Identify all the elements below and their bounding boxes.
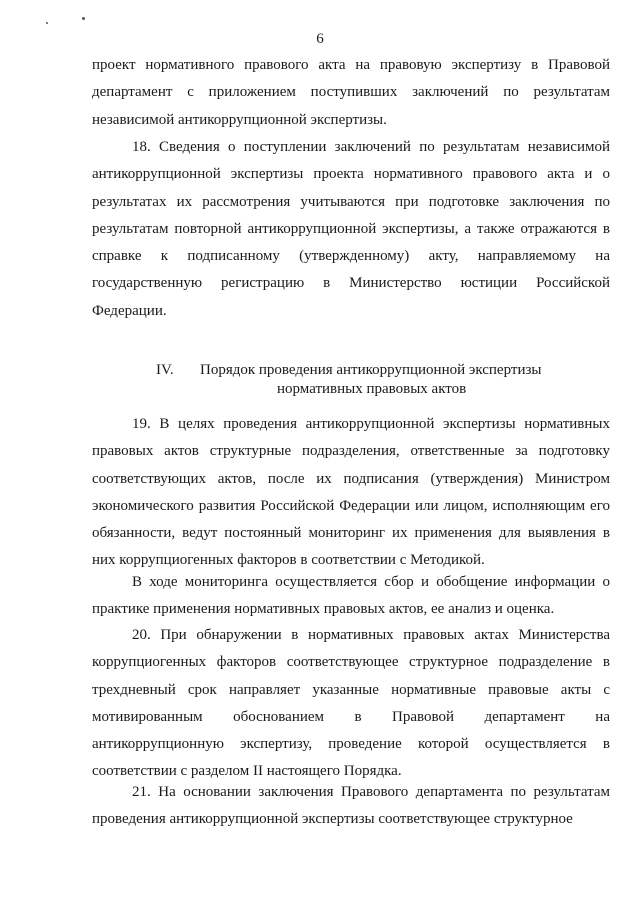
- scan-speck: [46, 22, 48, 24]
- paragraph-19-monitoring: В ходе мониторинга осуществляется сбор и обобщение информации о практике применения нормативных правовых актов, ее анализ и оценка.: [92, 574, 610, 618]
- section-title-line-2: нормативных правовых актов: [277, 381, 467, 397]
- paragraph-18: 18. Сведения о поступлении заключений по результатам независимой антикоррупционной экспертизы проекта нормативного правового акта и о результатах их рассмотрения учитываются при подготовке заключения по результатам повторной антикоррупционной экспертизы, а также отражаются в справке к подписанному (утвержденному) акту, направляемому на государственную регистрацию в Министерство юстиции Российской Федерации.: [92, 139, 610, 319]
- paragraph-21: 21. На основании заключения Правового департамента по результатам проведения антикоррупционной экспертизы соответствующее структурное: [92, 784, 610, 828]
- section-title-line-1: Порядок проведения антикоррупционной экспертизы: [200, 362, 542, 378]
- page-number: 6: [316, 31, 324, 47]
- section-number: IV.: [156, 362, 174, 378]
- paragraph-19: 19. В целях проведения антикоррупционной экспертизы нормативных правовых актов структурные подразделения, ответственные за подготовку соответствующих актов, после их подписания (утверждения) Министром экономического развития Российской Федерации или лицом, исполняющим его обязанности, ведут постоянный мониторинг их применения для выявления в них коррупциогенных факторов в соответствии с Методикой.: [92, 416, 610, 569]
- section-heading: [92, 361, 610, 399]
- paragraph-17-continuation: проект нормативного правового акта на правовую экспертизу в Правовой департамент с приложением поступивших заключений по результатам независимой антикоррупционной экспертизы.: [92, 57, 610, 128]
- paragraph-20: 20. При обнаружении в нормативных правовых актах Министерства коррупциогенных факторов соответствующее структурное подразделение в трехдневный срок направляет указанные нормативные правовые акты с мотивированным обоснованием в Правовой департамент на антикоррупционную экспертизу, проведение которой осуществляется в соответствии с разделом II настоящего Порядка.: [92, 627, 610, 780]
- scan-speck: [82, 17, 85, 20]
